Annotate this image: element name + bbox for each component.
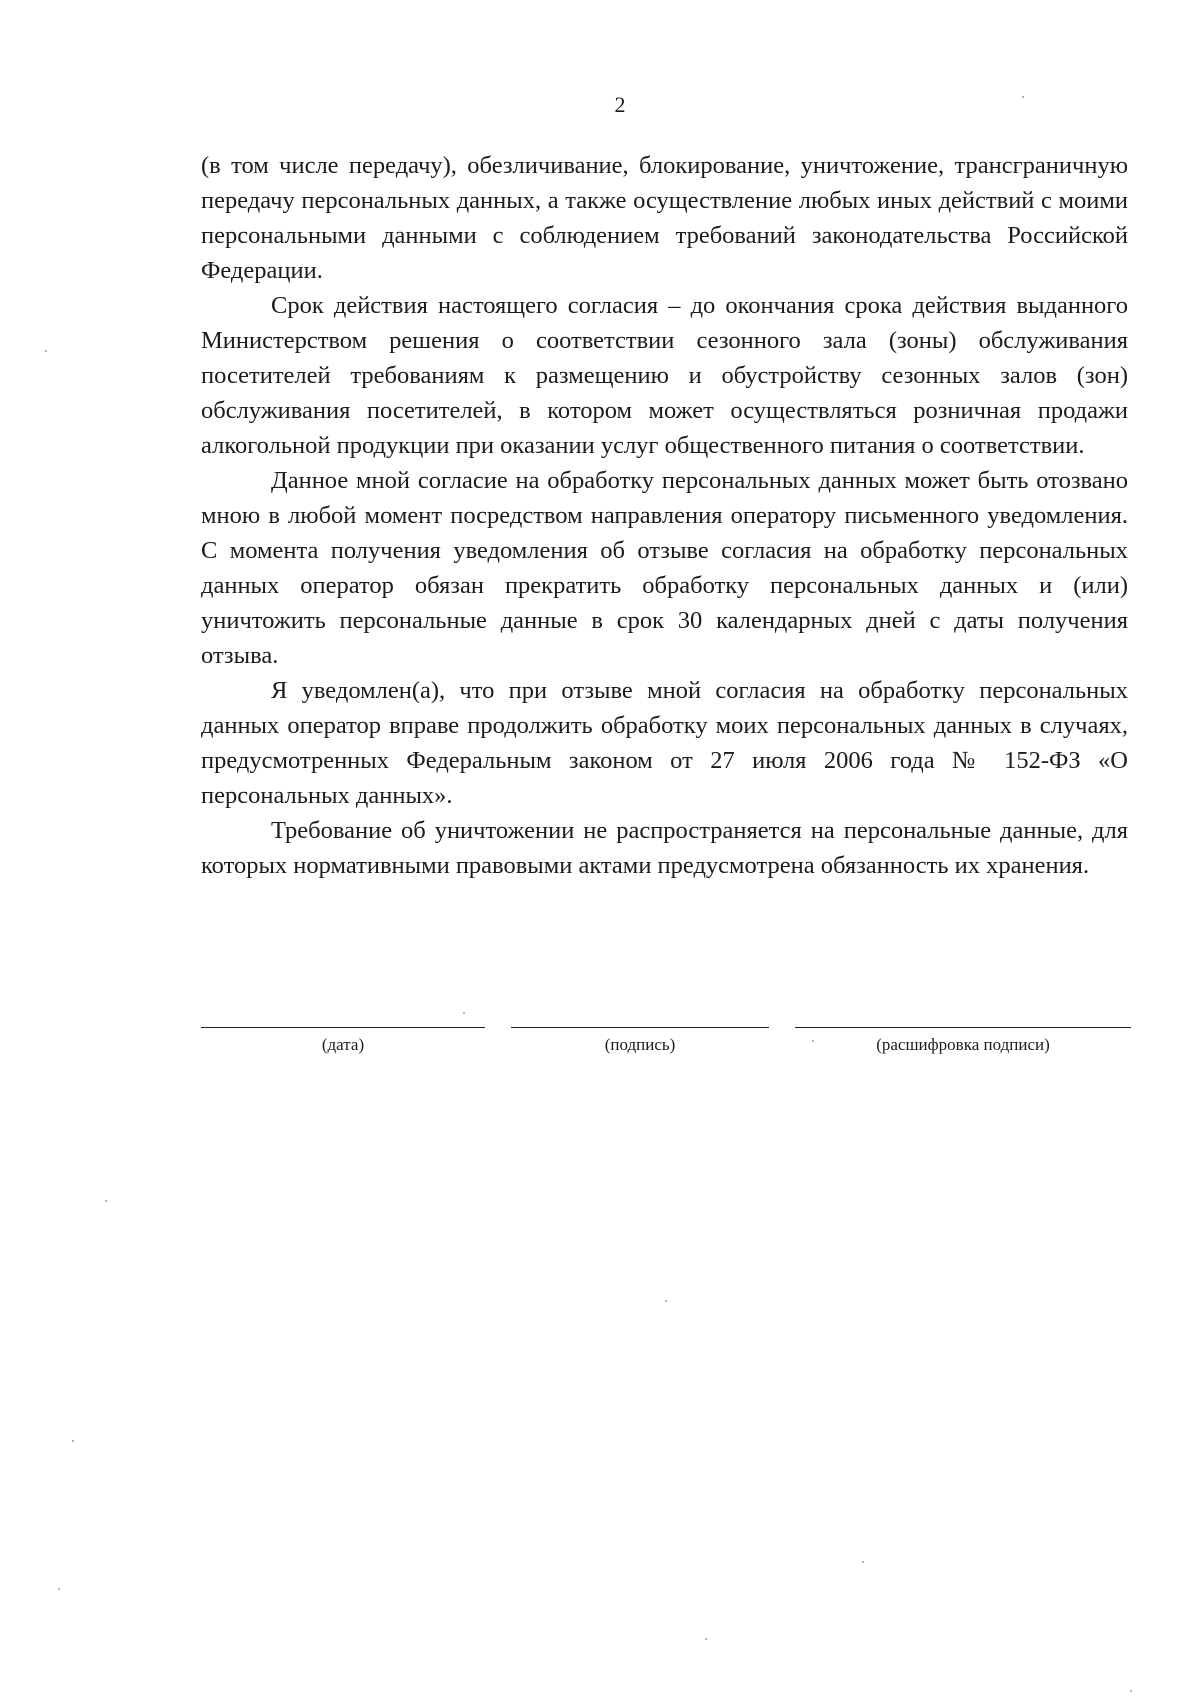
scan-speck xyxy=(665,1300,667,1302)
signature-block xyxy=(201,1027,1131,1067)
paragraph-consent-withdrawal: Данное мной согласие на обработку персональных данных может быть отозвано мною в любой момент посредством направления оператору письменного уведомления. С момента получения уведомления об отзыве согласия на обработку персональных данных оператор обязан прекратить обработку персональных данных и (или) уничтожить персональные данные в срок 30 календарных дней с даты получения отзыва. xyxy=(201,467,1128,669)
document-body xyxy=(201,148,1128,883)
name-decoding-caption: (расшифровка подписи) xyxy=(876,1035,1050,1054)
page-number: 2 xyxy=(614,92,626,117)
scan-speck xyxy=(705,1638,707,1640)
scan-speck xyxy=(862,1561,864,1563)
paragraph-notification: Я уведомлен(а), что при отзыве мной согласия на обработку персональных данных оператор вправе продолжить обработку моих персональных данных в случаях, предусмотренных Федеральным законом от 27 июля 2006 года № 152-ФЗ «О персональных данных». xyxy=(201,677,1128,809)
date-caption: (дата) xyxy=(321,1035,365,1054)
scan-speck xyxy=(1022,96,1024,98)
scan-speck xyxy=(58,1588,60,1590)
date-line xyxy=(201,1027,485,1028)
date-field xyxy=(201,1027,485,1067)
paragraph-processing-actions: (в том числе передачу), обезличивание, блокирование, уничтожение, трансграничную передачу персональных данных, а также осуществление любых иных действий с моими персональными данными с соблюдением требований законодательства Российской Федерации. xyxy=(201,152,1128,284)
signature-caption: (подпись) xyxy=(604,1035,676,1054)
paragraph-storage-requirement: Требование об уничтожении не распространяется на персональные данные, для которых нормативными правовыми актами предусмотрена обязанность их хранения. xyxy=(201,817,1128,879)
scan-speck xyxy=(45,350,47,352)
paragraph-consent-term: Срок действия настоящего согласия – до окончания срока действия выданного Министерством решения о соответствии сезонного зала (зоны) обслуживания посетителей требованиям к размещению и обустройству сезонных залов (зон) обслуживания посетителей, в котором может осуществляться розничная продажи алкогольной продукции при оказании услуг общественного питания о соответствии. xyxy=(201,292,1128,459)
scan-speck xyxy=(463,1012,465,1014)
scan-speck xyxy=(105,1200,107,1202)
scan-speck xyxy=(1130,1690,1132,1692)
scan-speck xyxy=(812,1040,814,1042)
name-decoding-line xyxy=(795,1027,1131,1028)
scan-speck xyxy=(72,1440,74,1442)
signature-line xyxy=(511,1027,769,1028)
name-decoding-field xyxy=(795,1027,1131,1067)
signature-field xyxy=(511,1027,769,1067)
